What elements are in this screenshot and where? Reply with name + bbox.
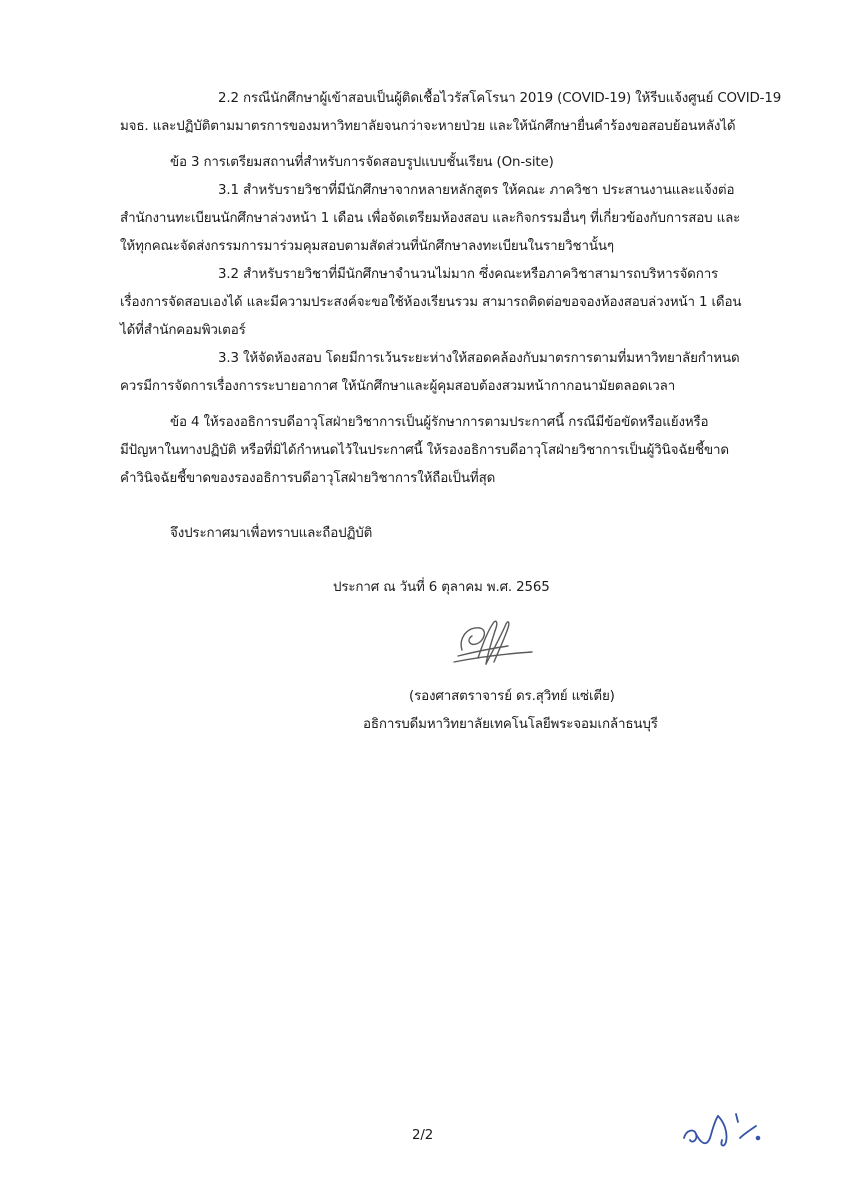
signatory-name: (รองศาสตราจารย์ ดร.สุวิทย์ แซ่เตีย) [409, 689, 615, 704]
clause-4-line-3: คำวินิจฉัยชี้ขาดของรองอธิการบดีอาวุโสฝ่ายวิชาการให้ถือเป็นที่สุด [120, 471, 496, 486]
section-3-1-line-1: 3.1 สำหรับรายวิชาที่มีนักศึกษาจากหลายหลักสูตร ให้คณะ ภาควิชา ประสานงานและแจ้งต่อ [218, 183, 735, 198]
section-2-2-line-2: มจธ. และปฏิบัติตามมาตรการของมหาวิทยาลัยจนกว่าจะหายป่วย และให้นักศึกษายื่นคำร้องขอสอบย้อนหลังได้ [120, 119, 736, 134]
section-3-2-line-2: เรื่องการจัดสอบเองได้ และมีความประสงค์จะขอใช้ห้องเรียนรวม สามารถติดต่อขอจองห้องสอบล่วงหน้า 1 เดือน [120, 295, 742, 310]
page-initial-mark [678, 1108, 768, 1158]
clause-3-heading: ข้อ 3 การเตรียมสถานที่สำหรับการจัดสอบรูปแบบชั้นเรียน (On-site) [170, 155, 554, 170]
section-3-2-line-1: 3.2 สำหรับรายวิชาที่มีนักศึกษาจำนวนไม่มาก ซึ่งคณะหรือภาควิชาสามารถบริหารจัดการ [218, 267, 719, 282]
section-3-2-line-3: ได้ที่สำนักคอมพิวเตอร์ [120, 323, 246, 338]
announcement-date: ประกาศ ณ วันที่ 6 ตุลาคม พ.ศ. 2565 [333, 580, 550, 595]
signatory-title: อธิการบดีมหาวิทยาลัยเทคโนโลยีพระจอมเกล้าธนบุรี [363, 717, 658, 732]
clause-4-line-1: ข้อ 4 ให้รองอธิการบดีอาวุโสฝ่ายวิชาการเป็นผู้รักษาการตามประกาศนี้ กรณีมีข้อขัดหรือแย้งหรือ [170, 415, 709, 430]
section-3-3-line-1: 3.3 ให้จัดห้องสอบ โดยมีการเว้นระยะห่างให้สอดคล้องกับมาตรการตามที่มหาวิทยาลัยกำหนด [218, 351, 740, 366]
section-3-1-line-2: สำนักงานทะเบียนนักศึกษาล่วงหน้า 1 เดือน เพื่อจัดเตรียมห้องสอบ และกิจกรรมอื่นๆ ที่เกี่ยวข้องกับการสอบ และ [120, 211, 741, 226]
section-3-3-line-2: ควรมีการจัดการเรื่องการระบายอากาศ ให้นักศึกษาและผู้คุมสอบต้องสวมหน้ากากอนามัยตลอดเวลา [120, 379, 676, 394]
closing-statement: จึงประกาศมาเพื่อทราบและถือปฏิบัติ [170, 526, 373, 541]
page-number: 2/2 [412, 1128, 434, 1143]
clause-4-line-2: มีปัญหาในทางปฏิบัติ หรือที่มิได้กำหนดไว้ในประกาศนี้ ให้รองอธิการบดีอาวุโสฝ่ายวิชาการเป็นผู้วินิจฉัยชี้ขาด [120, 443, 729, 458]
section-2-2-line-1: 2.2 กรณีนักศึกษาผู้เข้าสอบเป็นผู้ติดเชื้อไวรัสโคโรนา 2019 (COVID-19) ให้รีบแจ้งศูนย์ COVID-19 [218, 91, 782, 106]
president-signature [448, 612, 538, 672]
section-3-1-line-3: ให้ทุกคณะจัดส่งกรรมการมาร่วมคุมสอบตามสัดส่วนที่นักศึกษาลงทะเบียนในรายวิชานั้นๆ [120, 239, 614, 254]
